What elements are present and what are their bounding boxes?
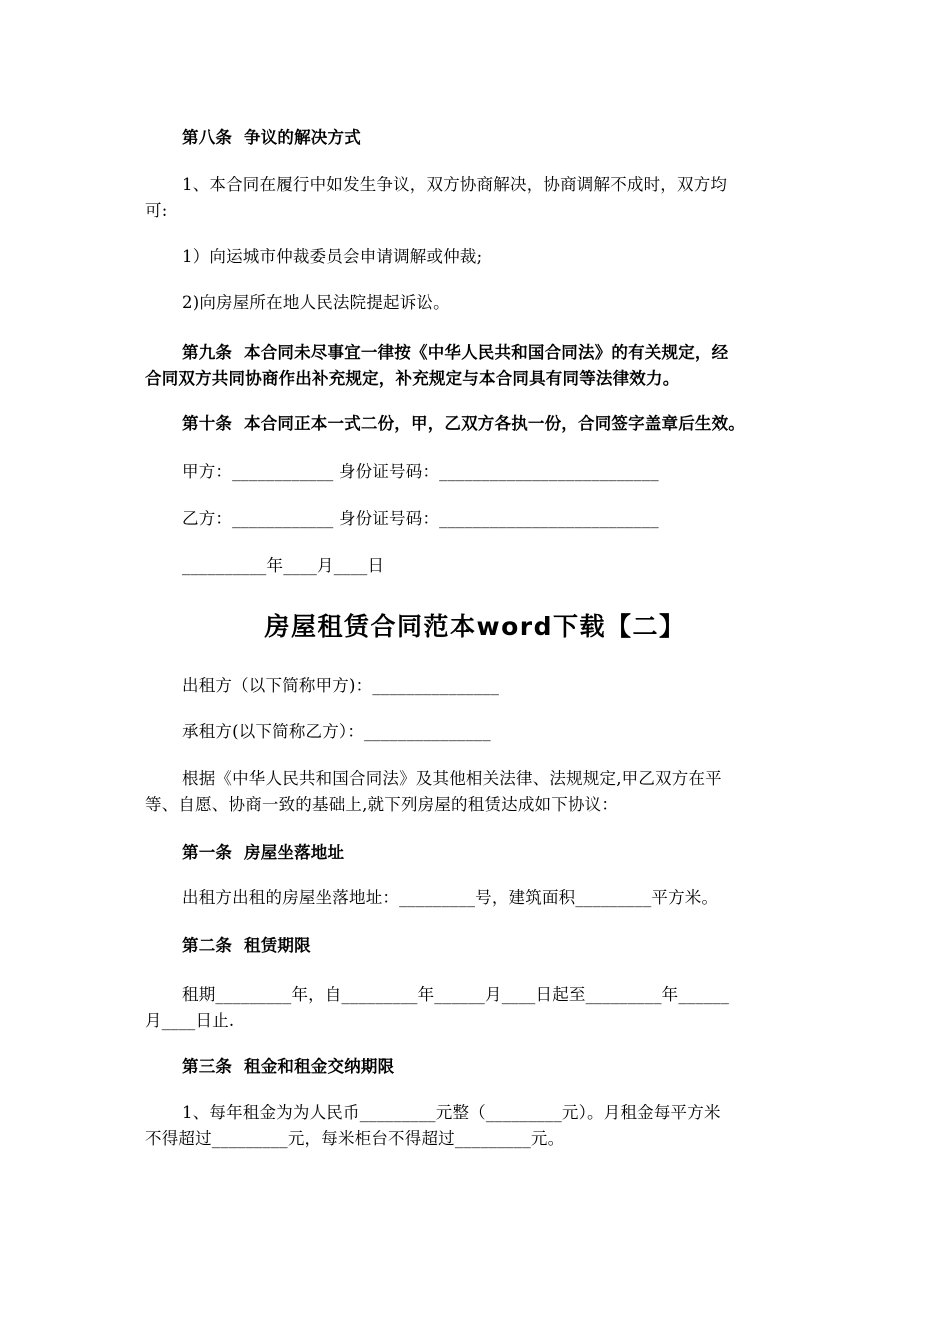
intro-line2: 等、自愿、协商一致的基础上,就下列房屋的租赁达成如下协议： bbox=[145, 795, 619, 814]
intro-line1: 根据《中华人民共和国合同法》及其他相关法律、法规规定,甲乙双方在平 bbox=[182, 769, 722, 788]
article8-heading: 第八条 争议的解决方式 bbox=[182, 128, 361, 147]
lessor-line: 出租方（以下简称甲方)：_______________ bbox=[182, 676, 500, 695]
party-b-signature-line: 乙方：____________ 身份证号码：__________________________ bbox=[182, 509, 659, 528]
section2-article2-heading: 第二条 租赁期限 bbox=[182, 936, 311, 955]
section2-article3-line1: 1、每年租金为为人民币_________元整（_________元）。月租金每平方米 bbox=[182, 1103, 721, 1122]
article8-paragraph-line2: 可: bbox=[145, 201, 168, 220]
section2-article3-heading: 第三条 租金和租金交纳期限 bbox=[182, 1057, 395, 1076]
date-line: __________年____月____日 bbox=[182, 556, 385, 575]
section2-article1-text: 出租方出租的房屋坐落地址：_________号，建筑面积_________平方米。 bbox=[182, 888, 719, 907]
lessee-line: 承租方(以下简称乙方）：_______________ bbox=[182, 722, 491, 741]
section2-article1-heading: 第一条 房屋坐落地址 bbox=[182, 843, 345, 862]
section2-article2-line1: 租期_________年，自_________年______月____日起至_________年______ bbox=[182, 985, 730, 1004]
section2-article2-line2: 月____日止. bbox=[145, 1011, 235, 1030]
party-a-signature-line: 甲方：____________ 身份证号码：__________________________ bbox=[182, 462, 659, 481]
article8-item-1: 1）向运城市仲裁委员会申请调解或仲裁; bbox=[182, 247, 483, 266]
section2-article3-line2: 不得超过_________元，每米柜台不得超过_________元。 bbox=[145, 1129, 565, 1148]
article9-line1: 第九条 本合同未尽事宜一律按《中华人民共和国合同法》的有关规定，经 bbox=[182, 343, 729, 362]
article8-paragraph-line1: 1、本合同在履行中如发生争议，双方协商解决，协商调解不成时，双方均 bbox=[182, 175, 728, 194]
section2-title: 房屋租赁合同范本word下载【二】 bbox=[264, 612, 686, 641]
article8-item-2: 2)向房屋所在地人民法院提起诉讼。 bbox=[182, 293, 450, 312]
article10-line1: 第十条 本合同正本一式二份，甲，乙双方各执一份，合同签字盖章后生效。 bbox=[182, 414, 745, 433]
article9-line2: 合同双方共同协商作出补充规定，补充规定与本合同具有同等法律效力。 bbox=[145, 369, 680, 388]
